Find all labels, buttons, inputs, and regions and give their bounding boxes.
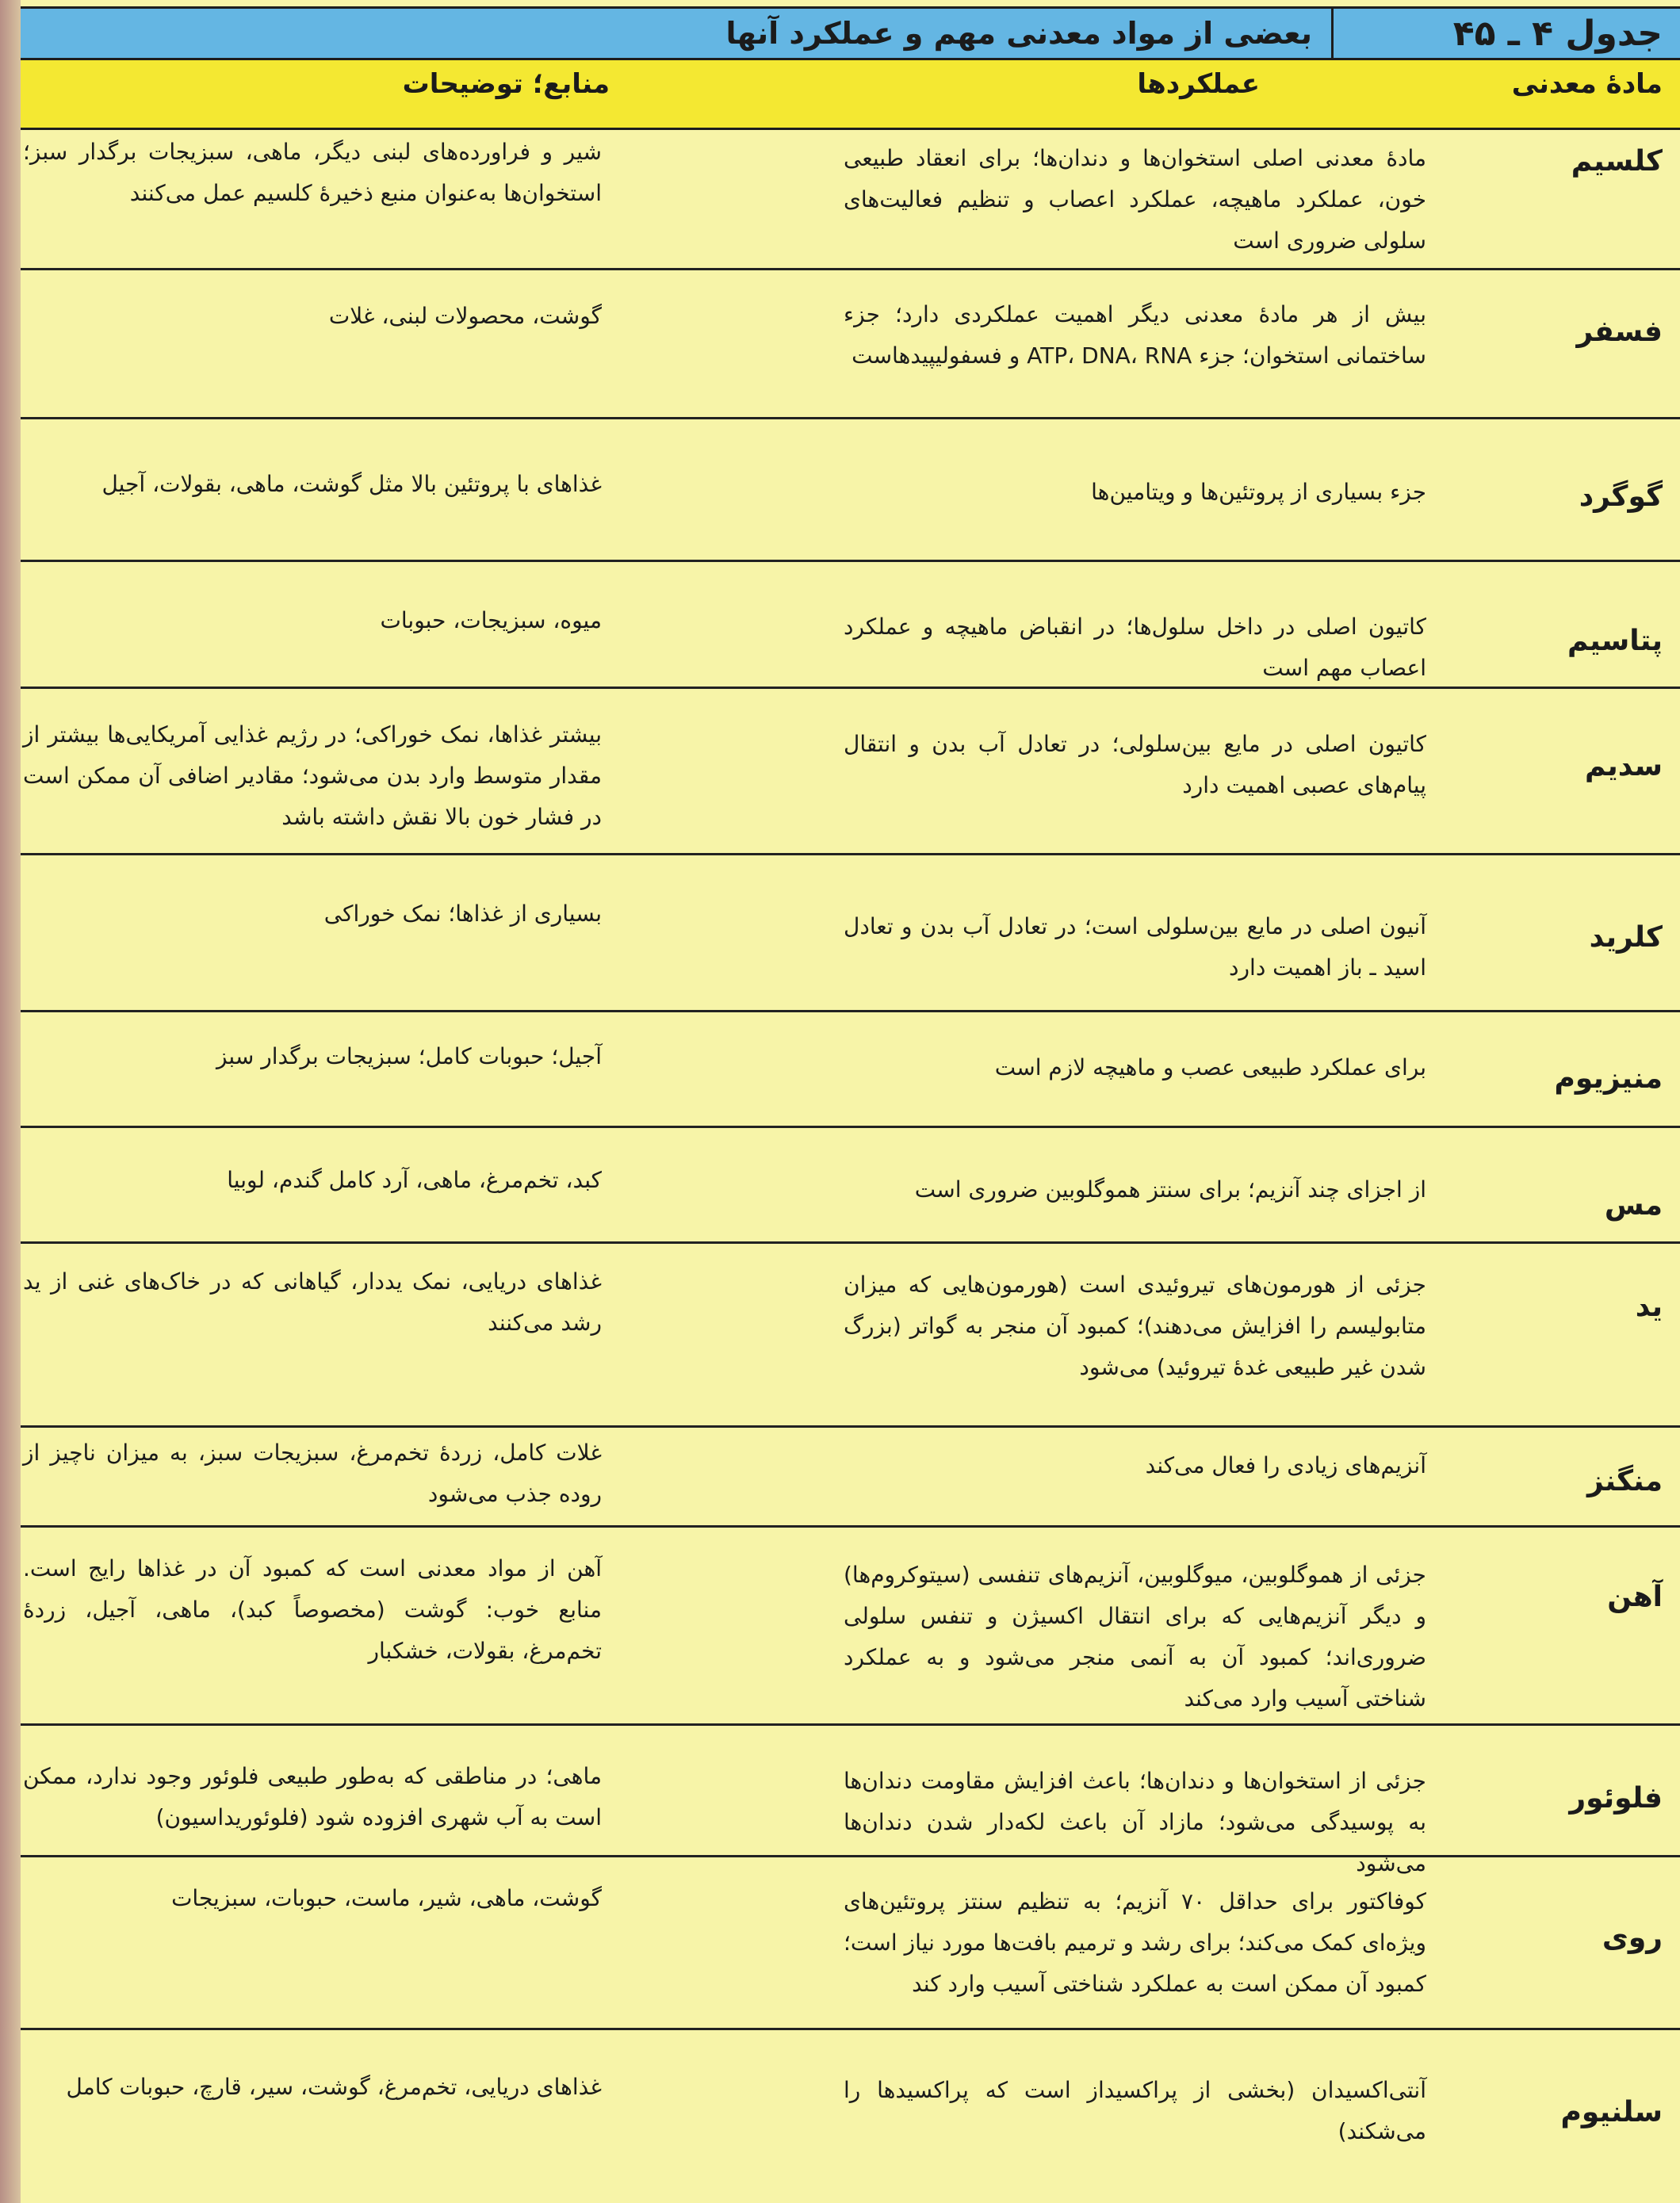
table-title: بعضی از مواد معدنی مهم و عملکرد آنها (725, 16, 1312, 51)
mineral-sources: گوشت، ماهی، شیر، ماست، حبوبات، سبزیجات (171, 1885, 602, 1911)
mineral-function: از اجزای چند آنزیم؛ برای سنتز هموگلوبین ضروری است (914, 1176, 1426, 1203)
mineral-function: جزئی از هموگلوبین، میوگلوبین، آنزیم‌های تنفسی (سیتوکروم‌ها) و دیگر آنزیم‌هایی که برای انتقال اکسیژن و تنفس سلولی ضروری‌اند؛ کمبود آن به آنمی منجر می‌شود و به عملکرد شناختی آسیب وارد می‌کند (844, 1562, 1426, 1712)
mineral-name: سلنیوم (1560, 2096, 1663, 2128)
table-row (21, 130, 1680, 270)
table-number: جدول ۴ ـ ۴۵ (1331, 9, 1680, 58)
mineral-sources: آهن از مواد معدنی است که کمبود آن در غذاها رایج است. منابع خوب: گوشت (مخصوصاً کبد)، ماهی، آجیل، زردهٔ تخم‌مرغ، بقولات، خشکبار (23, 1555, 602, 1664)
table-row (21, 2030, 1680, 2157)
page-binding-edge (0, 0, 21, 2203)
table-row (21, 1528, 1680, 1726)
mineral-sources: بسیاری از غذاها؛ نمک خوراکی (323, 901, 602, 927)
mineral-sources: غذاهای با پروتئین بالا مثل گوشت، ماهی، بقولات، آجیل (101, 471, 602, 497)
mineral-sources: بیشتر غذاها، نمک خوراکی؛ در رژیم غذایی آمریکایی‌ها بیشتر از مقدار متوسط وارد بدن می‌شود؛ مقادیر اضافی آن ممکن است در فشار خون بالا نقش داشته باشد (23, 721, 602, 830)
mineral-function: بیش از هر مادهٔ معدنی دیگر اهمیت عملکردی دارد؛ جزء ساختمانی استخوان؛ جزء ATP، DNA، RNA و فسفولیپیدهاست (844, 301, 1426, 369)
mineral-name: آهن (1607, 1581, 1663, 1613)
mineral-name: روی (1602, 1922, 1663, 1954)
mineral-name: فسفر (1576, 316, 1663, 348)
mineral-function: مادهٔ معدنی اصلی استخوان‌ها و دندان‌ها؛ برای انعقاد طبیعی خون، عملکرد ماهیچه، عملکرد اعصاب و تنظیم فعالیت‌های سلولی ضروری است (844, 145, 1426, 254)
mineral-sources: غذاهای دریایی، نمک یددار، گیاهانی که در خاک‌های غنی از ید رشد می‌کنند (23, 1268, 602, 1336)
table-row (21, 1012, 1680, 1128)
mineral-sources: شیر و فراورده‌های لبنی دیگر، ماهی، سبزیجات برگدار سبز؛ استخوان‌ها به‌عنوان منبع ذخیرهٔ کلسیم عمل می‌کنند (23, 139, 602, 206)
table-row (21, 689, 1680, 855)
mineral-name: منیزیوم (1554, 1062, 1663, 1095)
table-row (21, 1857, 1680, 2030)
table-row (21, 419, 1680, 562)
mineral-name: سدیم (1585, 750, 1663, 782)
mineral-function: جزء بسیاری از پروتئین‌ها و ویتامین‌ها (1091, 479, 1426, 505)
table-row (21, 1428, 1680, 1528)
table-header-bar (21, 6, 1680, 60)
mineral-name: ید (1635, 1291, 1663, 1323)
mineral-function: آنزیم‌های زیادی را فعال می‌کند (1145, 1452, 1426, 1478)
mineral-function: آنیون اصلی در مایع بین‌سلولی است؛ در تعادل آب بدن و تعادل اسید ـ باز اهمیت دارد (844, 913, 1426, 981)
mineral-function: برای عملکرد طبیعی عصب و ماهیچه لازم است (994, 1054, 1426, 1080)
mineral-name: کلرید (1589, 921, 1663, 954)
mineral-function: کاتیون اصلی در مایع بین‌سلولی؛ در تعادل آب بدن و انتقال پیام‌های عصبی اهمیت دارد (844, 731, 1426, 798)
mineral-sources: آجیل؛ حبوبات کامل؛ سبزیجات برگدار سبز (216, 1043, 602, 1069)
table-row (21, 270, 1680, 419)
mineral-name: منگنز (1586, 1465, 1663, 1497)
mineral-function: جزئی از هورمون‌های تیروئیدی است (هورمون‌هایی که میزان متابولیسم را افزایش می‌دهند)؛ کمبود آن منجر به گواتر (بزرگ شدن غیر طبیعی غدهٔ تیروئید) می‌شود (844, 1272, 1426, 1380)
mineral-name: فلوئور (1569, 1782, 1663, 1815)
mineral-sources: میوه، سبزیجات، حبوبات (380, 607, 602, 633)
mineral-sources: غذاهای دریایی، تخم‌مرغ، گوشت، سیر، قارچ، حبوبات کامل (66, 2074, 602, 2100)
mineral-function: آنتی‌اکسیدان (بخشی از پراکسیداز است که پراکسیدها را می‌شکند) (844, 2077, 1426, 2144)
mineral-function: کوفاکتور برای حداقل ۷۰ آنزیم؛ به تنظیم سنتز پروتئین‌های ویژه‌ای کمک می‌کند؛ برای رشد و ترمیم بافت‌ها مورد نیاز است؛ کمبود آن ممکن است به عملکرد شناختی آسیب وارد کند (844, 1888, 1426, 1997)
mineral-sources: ماهی؛ در مناطقی که به‌طور طبیعی فلوئور وجود ندارد، ممکن است به آب شهری افزوده شود (فلوئوریداسیون) (23, 1763, 602, 1830)
table-row (21, 1128, 1680, 1244)
mineral-name: گوگرد (1579, 480, 1663, 513)
mineral-function: جزئی از استخوان‌ها و دندان‌ها؛ باعث افزایش مقاومت دندان‌ها به پوسیدگی می‌شود؛ مازاد آن باعث لکه‌دار شدن دندان‌ها می‌شود (844, 1768, 1426, 1876)
header-sources: منابع؛ توضیحات (402, 68, 610, 100)
table-row (21, 855, 1680, 1012)
mineral-function: کاتیون اصلی در داخل سلول‌ها؛ در انقباض ماهیچه و عملکرد اعصاب مهم است (844, 614, 1426, 681)
header-mineral: مادهٔ معدنی (1511, 68, 1663, 100)
textbook-page (21, 0, 1680, 2203)
mineral-sources: غلات کامل، زردهٔ تخم‌مرغ، سبزیجات سبز، به میزان ناچیز از روده جذب می‌شود (23, 1440, 602, 1507)
mineral-name: کلسیم (1571, 145, 1663, 178)
mineral-sources: کبد، تخم‌مرغ، ماهی، آرد کامل گندم، لوبیا (227, 1167, 602, 1193)
table-row (21, 1244, 1680, 1428)
column-headers (21, 60, 1680, 130)
mineral-table-body (21, 130, 1680, 2157)
mineral-name: پتاسیم (1567, 625, 1663, 657)
table-row (21, 1726, 1680, 1876)
mineral-name: مس (1604, 1189, 1663, 1222)
mineral-sources: گوشت، محصولات لبنی، غلات (328, 303, 602, 329)
table-row (21, 562, 1680, 689)
header-functions: عملکردها (1137, 68, 1260, 100)
